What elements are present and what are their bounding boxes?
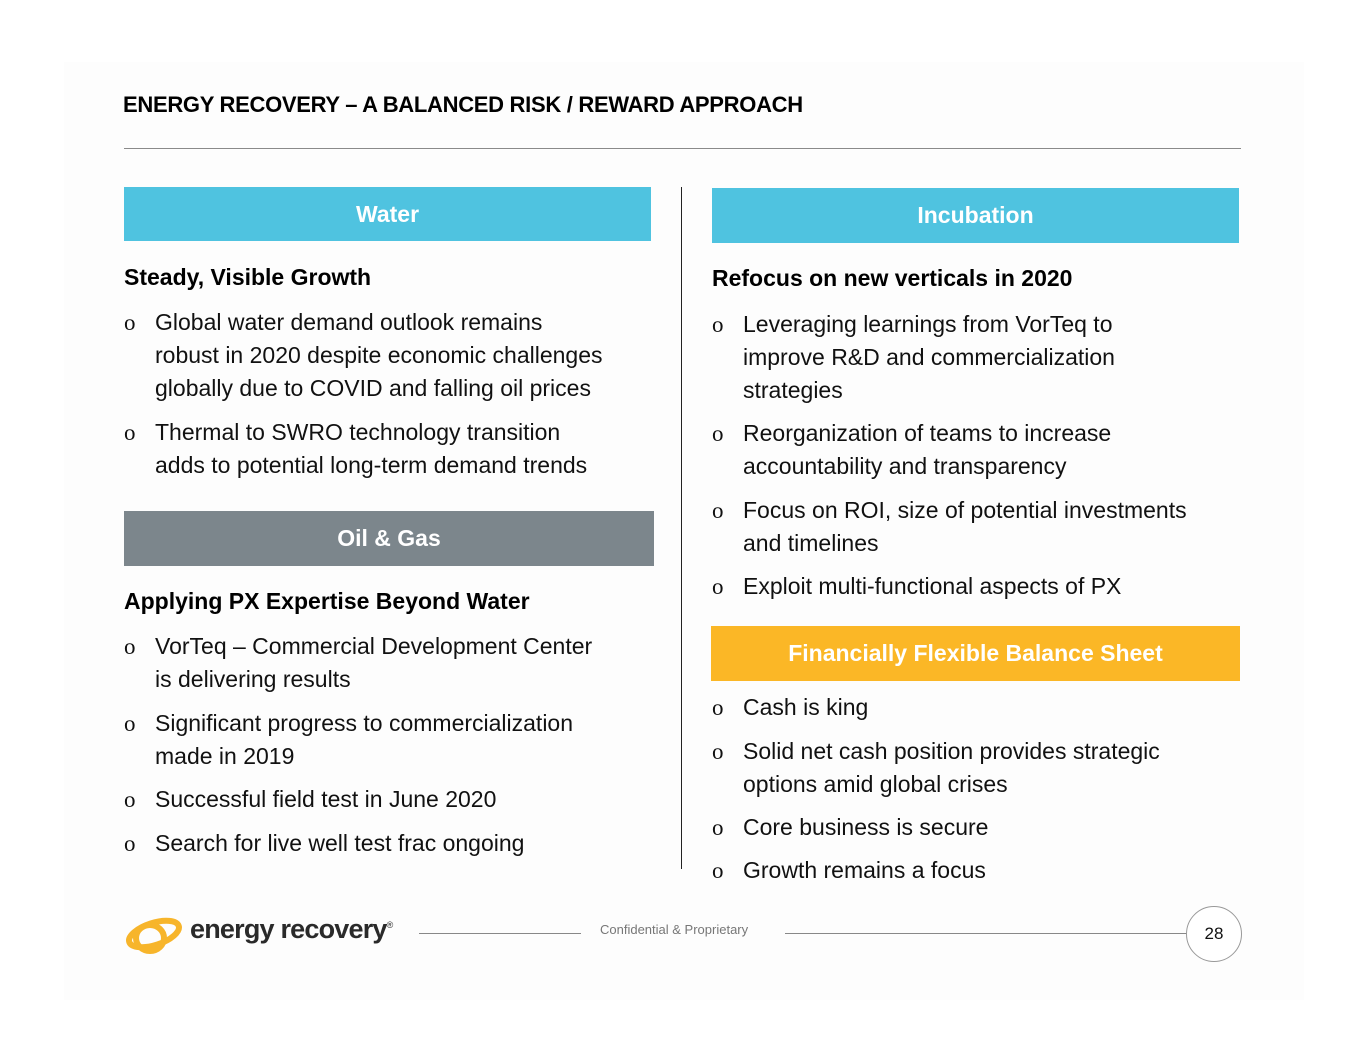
- bullet-icon: o: [712, 815, 724, 840]
- oil-gas-band-label: Oil & Gas: [337, 525, 441, 551]
- logo-swirl-icon: [124, 910, 184, 958]
- oil-gas-bullet-text: Successful field test in June 2020: [155, 786, 497, 812]
- bullet-icon: o: [124, 831, 136, 856]
- finance-bullet-text: Core business is secure: [743, 814, 989, 840]
- logo-wordmark: [190, 914, 392, 945]
- footer-rule-right: [785, 933, 1187, 934]
- company-logo: [124, 910, 394, 958]
- page-number-badge: [1186, 906, 1242, 962]
- finance-band-label: Financially Flexible Balance Sheet: [788, 640, 1163, 666]
- oil-gas-subhead: Applying PX Expertise Beyond Water: [124, 588, 530, 614]
- incubation-bullet: [712, 494, 1252, 560]
- finance-bullet-text: Cash is king: [743, 694, 869, 720]
- bullet-icon: o: [712, 312, 724, 337]
- finance-band: [711, 626, 1240, 681]
- finance-bullet: [712, 854, 1252, 887]
- title-divider: [124, 148, 1241, 149]
- bullet-icon: o: [124, 787, 136, 812]
- water-bullet-text: Thermal to SWRO technology transition adds to potential long-term demand trends: [155, 419, 588, 478]
- water-bullet: [124, 416, 664, 482]
- incubation-band-label: Incubation: [917, 202, 1034, 228]
- oil-gas-bullet: [124, 630, 664, 696]
- slide-title: ENERGY RECOVERY – A BALANCED RISK / REWARD APPROACH: [123, 92, 803, 117]
- incubation-bullet: [712, 308, 1252, 407]
- oil-gas-bullet-text: Significant progress to commercialization made in 2019: [155, 710, 574, 769]
- bullet-icon: o: [712, 421, 724, 446]
- water-bullet: [124, 306, 664, 405]
- water-band-label: Water: [355, 200, 420, 227]
- bullet-icon: o: [712, 498, 724, 523]
- incubation-bullet: [712, 417, 1252, 483]
- incubation-bullet: [712, 570, 1252, 603]
- oil-gas-bullet: [124, 783, 664, 816]
- incubation-bullet-text: Leveraging learnings from VorTeq to improve R&D and commercialization strategies: [743, 311, 1115, 403]
- oil-gas-bullet-text: Search for live well test frac ongoing: [155, 830, 525, 856]
- water-subhead: Steady, Visible Growth: [124, 264, 372, 290]
- bullet-icon: o: [124, 420, 136, 445]
- registered-mark: ®: [386, 920, 393, 930]
- oil-gas-bullet: [124, 827, 664, 860]
- confidential-label: Confidential & Proprietary: [600, 922, 749, 937]
- oil-gas-bullet: [124, 707, 664, 773]
- footer-rule-left: [419, 933, 581, 934]
- water-bullet-text: Global water demand outlook remains robust in 2020 despite economic challenges globally due to COVID and falling oil prices: [155, 309, 603, 401]
- page-number: 28: [1204, 924, 1224, 943]
- oil-gas-band: [124, 511, 654, 566]
- bullet-icon: o: [712, 574, 724, 599]
- finance-bullet: [712, 811, 1252, 844]
- logo-text: energy recovery: [190, 914, 387, 944]
- incubation-bullet-text: Focus on ROI, size of potential investments and timelines: [743, 497, 1187, 556]
- bullet-icon: o: [124, 711, 136, 736]
- incubation-bullet-text: Exploit multi-functional aspects of PX: [743, 573, 1122, 599]
- bullet-icon: o: [712, 858, 724, 883]
- finance-bullet: [712, 735, 1252, 801]
- finance-bullet-text: Growth remains a focus: [743, 857, 986, 883]
- finance-bullet: [712, 691, 1252, 724]
- oil-gas-bullet-text: VorTeq – Commercial Development Center is delivering results: [155, 633, 593, 692]
- water-band: [124, 187, 651, 241]
- finance-bullet-text: Solid net cash position provides strategic options amid global crises: [743, 738, 1160, 797]
- incubation-band: [712, 188, 1239, 243]
- column-divider: [681, 187, 682, 869]
- bullet-icon: o: [124, 310, 136, 335]
- incubation-subhead: Refocus on new verticals in 2020: [712, 265, 1073, 291]
- bullet-icon: o: [712, 739, 724, 764]
- bullet-icon: o: [124, 634, 136, 659]
- incubation-bullet-text: Reorganization of teams to increase accountability and transparency: [743, 420, 1112, 479]
- bullet-icon: o: [712, 695, 724, 720]
